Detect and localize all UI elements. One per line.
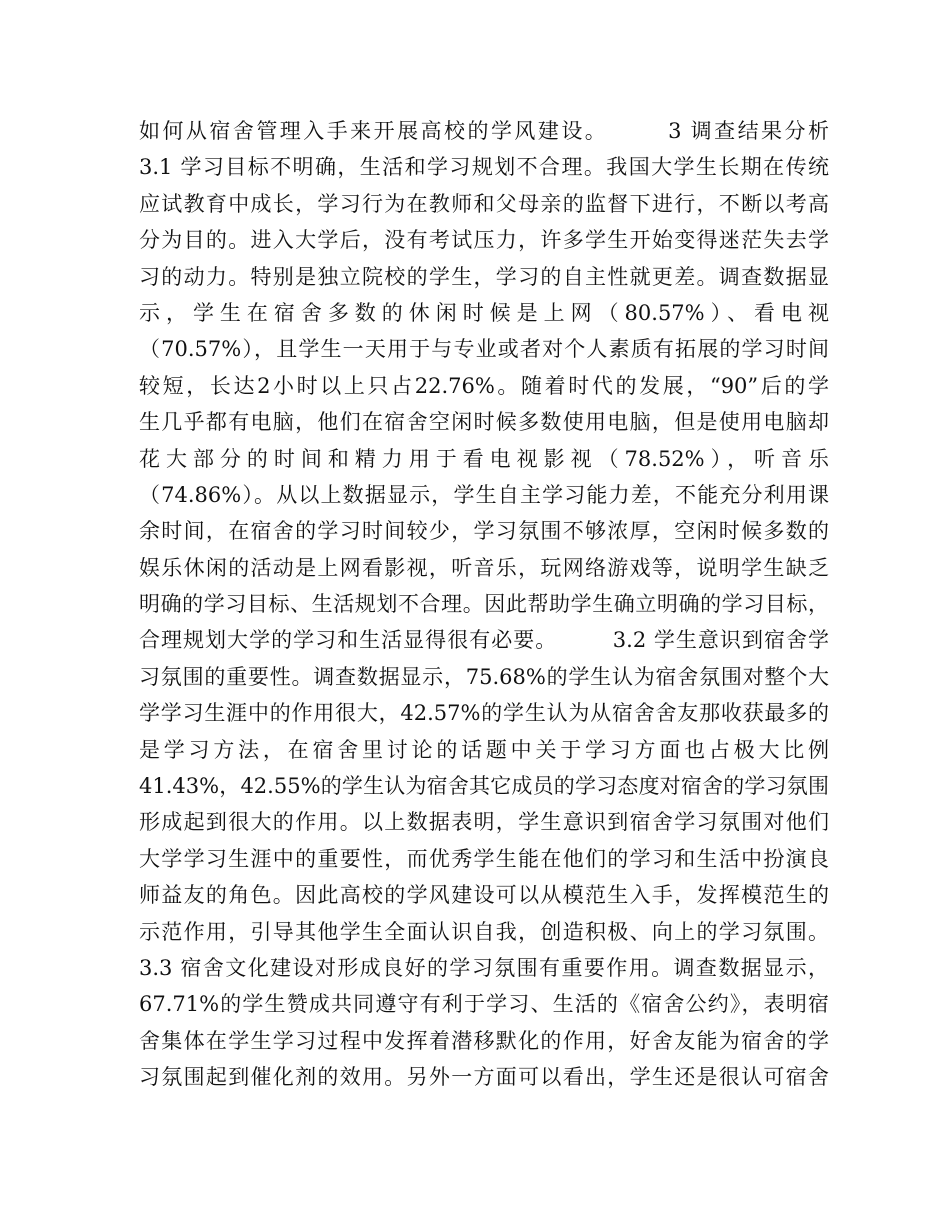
- text-line: 大学学习生涯中的重要性，而优秀学生能在他们的学习和生活中扮演良: [139, 846, 829, 871]
- text-line: 67.71%的学生赞成共同遵守有利于学习、生活的《宿舍公约》，表明宿: [139, 992, 829, 1017]
- text-line: 花大部分的时间和精力用于看电视影视（78.52%），听音乐: [139, 446, 829, 471]
- text-line: （74.86%）。从以上数据显示，学生自主学习能力差，不能充分利用课: [139, 482, 829, 507]
- text-line: 娱乐休闲的活动是上网看影视，听音乐，玩网络游戏等，说明学生缺乏: [139, 555, 829, 580]
- text-line: 应试教育中成长，学习行为在教师和父母亲的监督下进行，不断以考高: [139, 191, 829, 216]
- text-line: 3.3 宿舍文化建设对形成良好的学习氛围有重要作用。调查数据显示，: [139, 955, 829, 980]
- text-line: 如何从宿舍管理入手来开展高校的学风建设。 3 调查结果分析: [139, 119, 829, 143]
- text-line: 明确的学习目标、生活规划不合理。因此帮助学生确立明确的学习目标，: [139, 592, 829, 617]
- text-line: 师益友的角色。因此高校的学风建设可以从模范生入手，发挥模范生的: [139, 883, 829, 908]
- text-line: 形成起到很大的作用。以上数据表明，学生意识到宿舍学习氛围对他们: [139, 810, 829, 835]
- text-line: 示，学生在宿舍多数的休闲时候是上网（80.57%）、看电视: [139, 300, 829, 325]
- text-line: 合理规划大学的学习和生活显得很有必要。 3.2 学生意识到宿舍学: [139, 628, 829, 653]
- text-line: 余时间，在宿舍的学习时间较少，学习氛围不够浓厚，空闲时候多数的: [139, 519, 829, 544]
- text-line: 41.43%，42.55%的学生认为宿舍其它成员的学习态度对宿舍的学习氛围: [139, 774, 829, 799]
- text-line: 较短，长达2小时以上只占22.76%。随着时代的发展，“90”后的学: [139, 373, 829, 398]
- text-line: 学学习生涯中的作用很大，42.57%的学生认为从宿舍舍友那收获最多的: [139, 701, 829, 726]
- body-text: [139, 113, 829, 1096]
- text-line: 习氛围起到催化剂的效用。另外一方面可以看出，学生还是很认可宿舍: [139, 1065, 829, 1090]
- text-line: （70.57%），且学生一天用于与专业或者对个人素质有拓展的学习时间: [139, 337, 829, 362]
- text-line: 习氛围的重要性。调查数据显示，75.68%的学生认为宿舍氛围对整个大: [139, 664, 829, 689]
- text-line: 舍集体在学生学习过程中发挥着潜移默化的作用，好舍友能为宿舍的学: [139, 1028, 829, 1053]
- text-line: 习的动力。特别是独立院校的学生，学习的自主性就更差。调查数据显: [139, 264, 829, 289]
- text-line: 3.1 学习目标不明确，生活和学习规划不合理。我国大学生长期在传统: [139, 155, 829, 180]
- text-line: 是学习方法，在宿舍里讨论的话题中关于学习方面也占极大比例: [139, 737, 829, 762]
- text-line: 生几乎都有电脑，他们在宿舍空闲时候多数使用电脑，但是使用电脑却: [139, 410, 829, 435]
- text-line: 示范作用，引导其他学生全面认识自我，创造积极、向上的学习氛围。: [139, 919, 829, 944]
- text-line: 分为目的。进入大学后，没有考试压力，许多学生开始变得迷茫失去学: [139, 228, 829, 253]
